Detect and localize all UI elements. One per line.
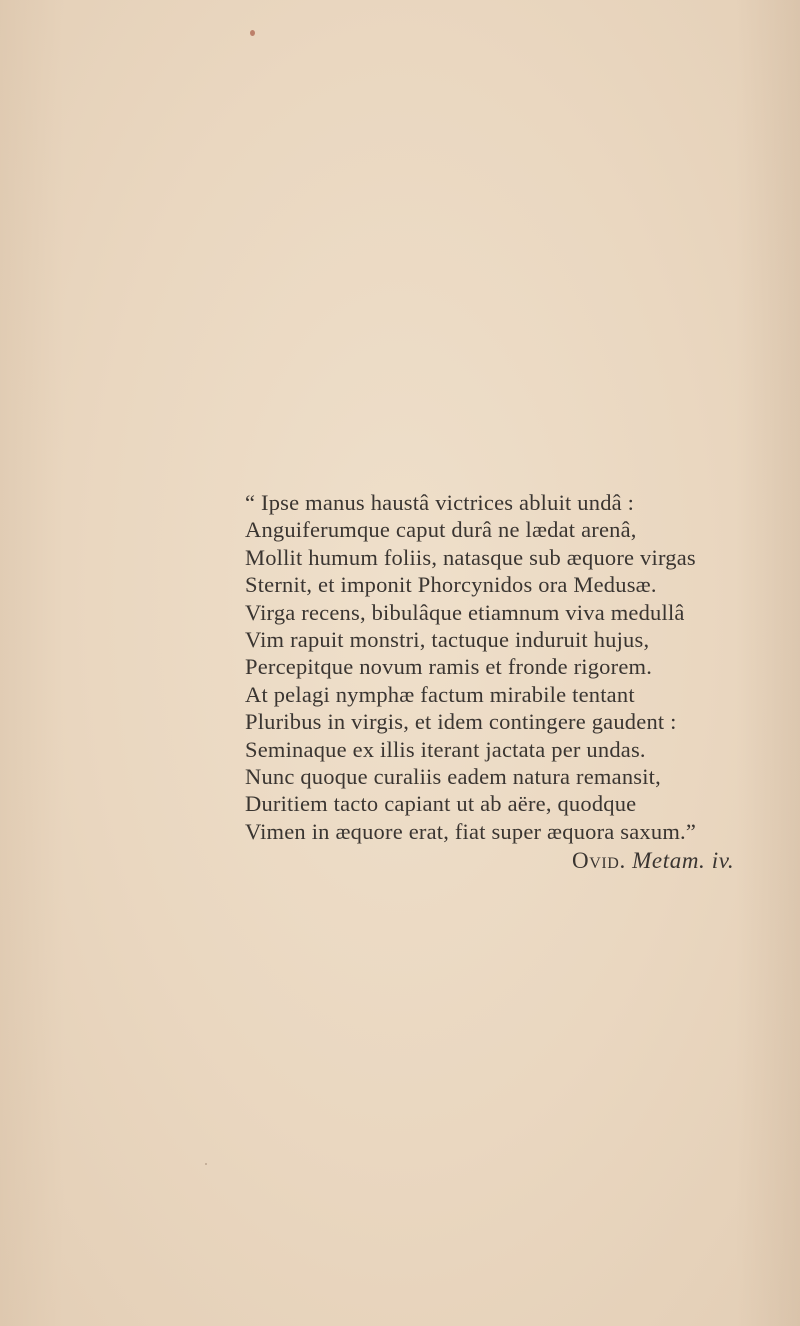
attribution-work: Metam. iv. (632, 848, 735, 873)
poem-line: Nunc quoque curaliis eadem natura remansit, (245, 764, 661, 790)
poem-line: Pluribus in virgis, et idem contingere gaudent : (245, 709, 677, 735)
poem-line: Percepitque novum ramis et fronde rigorem. (245, 654, 653, 680)
poem-line: Virga recens, bibulâque etiamnum viva medullâ (245, 599, 685, 625)
paper-fleck (205, 1163, 207, 1165)
poem-line: Anguiferumque caput durâ ne lædat arenâ, (245, 517, 637, 543)
ink-spot (250, 30, 255, 36)
poem-line: At pelagi nymphæ factum mirabile tentant (245, 681, 635, 707)
poem-line: Seminaque ex illis iterant jactata per undas. (245, 736, 646, 762)
poem-line: Mollit humum foliis, natasque sub æquore virgas (245, 544, 696, 570)
attribution (572, 847, 734, 875)
latin-poem (245, 489, 765, 845)
poem-line: Duritiem tacto capiant ut ab aëre, quodque (245, 791, 637, 817)
poem-line: “ Ipse manus haustâ victrices abluit undâ : (245, 490, 635, 515)
poem-line: Sternit, et imponit Phorcynidos ora Medusæ. (245, 572, 657, 598)
attribution-author: Ovid. (572, 848, 626, 873)
poem-line: Vimen in æquore erat, fiat super æquora saxum.” (245, 818, 697, 844)
poem-line: Vim rapuit monstri, tactuque induruit hujus, (245, 627, 650, 653)
